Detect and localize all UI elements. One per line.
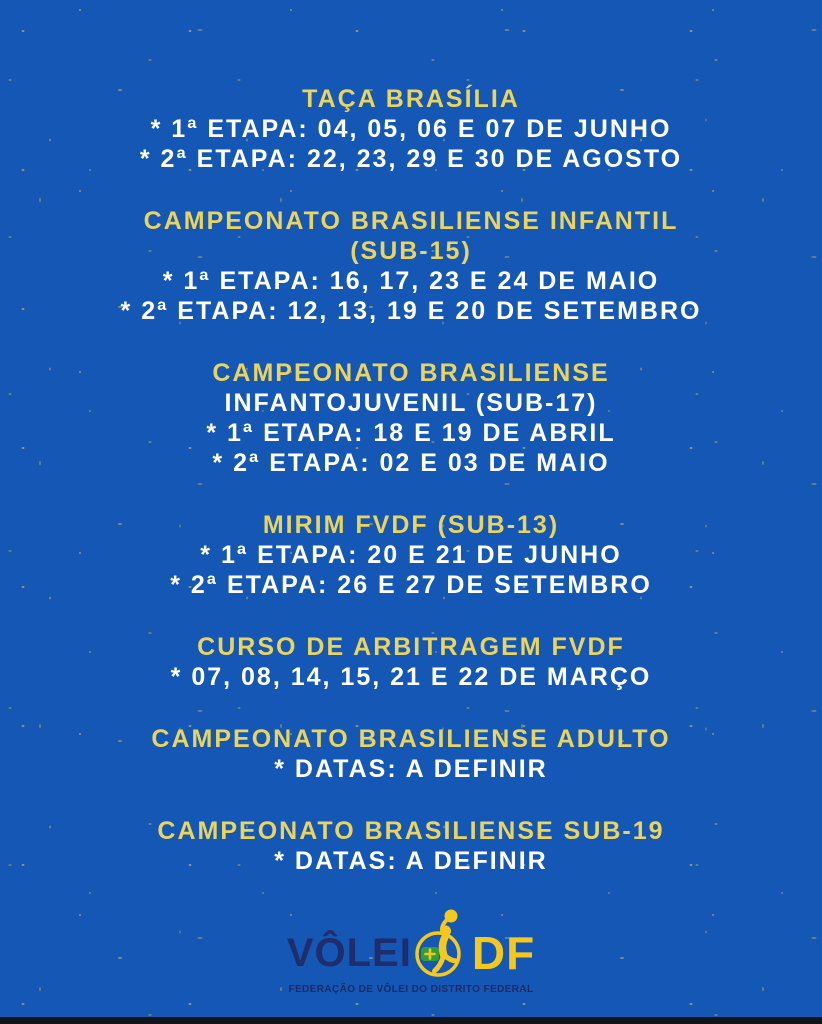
federation-logo [287,924,535,995]
event-section-adulto [0,724,822,784]
event-title: CAMPEONATO BRASILIENSE ADULTO [151,725,671,753]
event-date-line: * 1ª ETAPA: 04, 05, 06 E 07 DE JUNHO [150,115,672,143]
event-date-line: * DATAS: A DEFINIR [274,755,548,783]
bottom-black-bar [0,1017,822,1024]
logo-tagline: FEDERAÇÃO DE VÔLEI DO DISTRITO FEDERAL [288,984,534,995]
event-date-line: * DATAS: A DEFINIR [274,847,548,875]
logo-wordmark-volei: VÔLEI [286,930,412,975]
event-title: CURSO DE ARBITRAGEM FVDF [197,633,625,661]
event-date-line: * 2ª ETAPA: 26 E 27 DE SETEMBRO [170,571,652,599]
event-title: TAÇA BRASÍLIA [302,85,520,113]
event-date-line: * 2ª ETAPA: 22, 23, 29 E 30 DE AGOSTO [139,145,683,173]
volleyball-player-emblem-icon [414,908,470,984]
event-date-line: * 2ª ETAPA: 02 E 03 DE MAIO [212,449,610,477]
event-date-line: * 07, 08, 14, 15, 21 E 22 DE MARÇO [170,663,652,691]
event-section-mirim-sub13 [0,510,822,600]
event-title: MIRIM FVDF (SUB-13) [262,511,560,539]
event-title: CAMPEONATO BRASILIENSE INFANTIL [143,207,679,235]
event-section-sub19 [0,816,822,876]
event-title-line2: (SUB-15) [350,237,472,265]
event-section-curso-arbitragem [0,632,822,692]
logo-wordmark-df: DF [471,927,536,979]
event-title: CAMPEONATO BRASILIENSE [212,359,610,387]
logo-wordmark-row [287,924,535,982]
event-date-line: * 1ª ETAPA: 18 E 19 DE ABRIL [206,419,616,447]
event-section-infantil-sub15 [0,206,822,326]
event-section-infantojuvenil-sub17 [0,358,822,478]
event-section-taca-brasilia [0,84,822,174]
event-date-line: * 1ª ETAPA: 16, 17, 23 E 24 DE MAIO [162,267,660,295]
event-date-line: * 1ª ETAPA: 20 E 21 DE JUNHO [200,541,622,569]
event-subtitle: INFANTOJUVENIL (SUB-17) [224,389,598,417]
event-date-line: * 2ª ETAPA: 12, 13, 19 E 20 DE SETEMBRO [120,297,702,325]
event-title: CAMPEONATO BRASILIENSE SUB-19 [157,817,665,845]
